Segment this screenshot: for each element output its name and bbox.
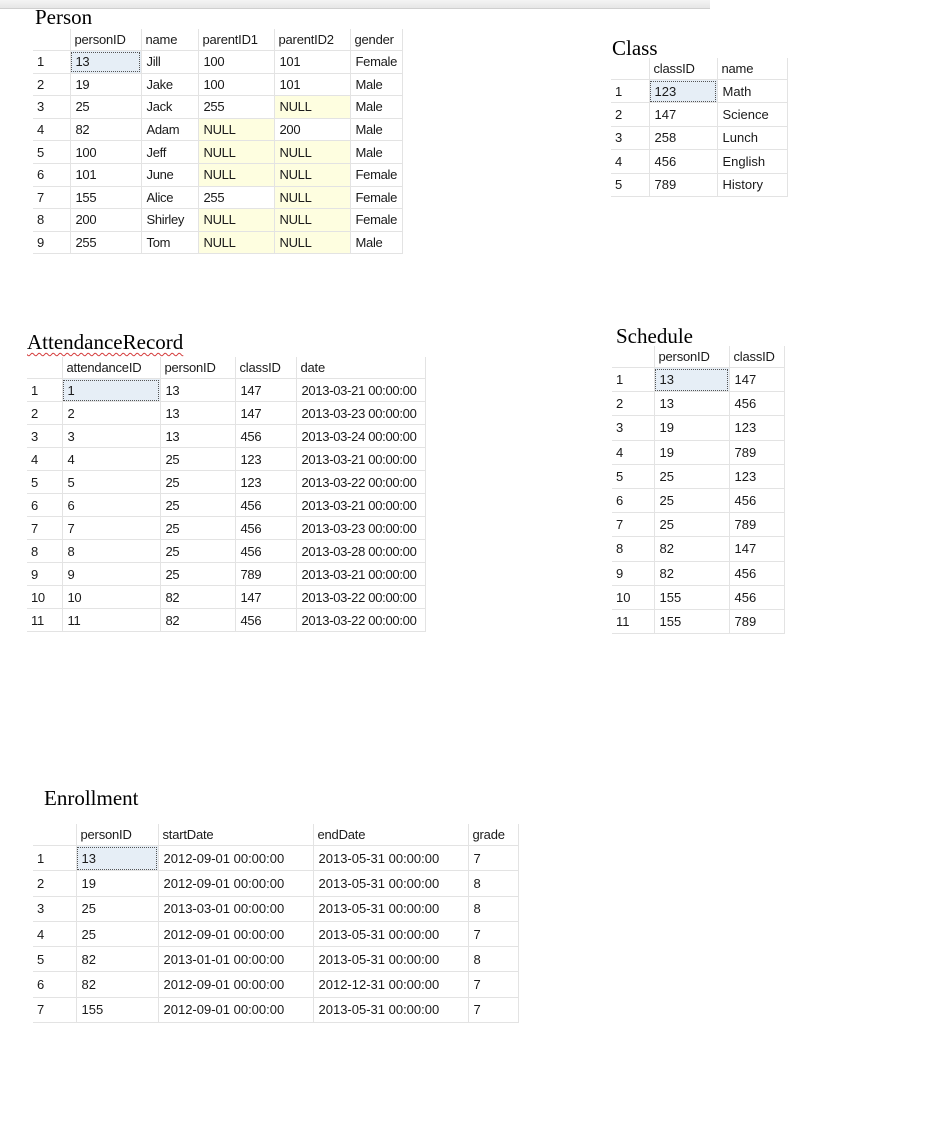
column-header-parentid1[interactable]: parentID1 <box>198 29 274 51</box>
table-cell[interactable]: Jeff <box>141 141 198 164</box>
table-cell[interactable]: 25 <box>654 464 729 488</box>
table-cell[interactable]: Lunch <box>717 126 787 149</box>
table-cell[interactable]: 25 <box>160 517 235 540</box>
table-cell[interactable]: 2013-03-23 00:00:00 <box>296 402 425 425</box>
table-cell[interactable]: 82 <box>70 118 141 141</box>
row-number[interactable]: 11 <box>27 609 62 632</box>
row-number[interactable]: 6 <box>33 163 70 186</box>
table-cell[interactable]: Alice <box>141 186 198 209</box>
table-cell[interactable]: 123 <box>649 80 717 103</box>
table-cell[interactable]: 82 <box>76 972 158 997</box>
row-number[interactable]: 5 <box>612 464 654 488</box>
table-cell[interactable]: 456 <box>729 585 784 609</box>
table-cell[interactable]: 10 <box>62 586 160 609</box>
row-number[interactable]: 4 <box>612 440 654 464</box>
table-cell[interactable]: 25 <box>160 563 235 586</box>
table-cell[interactable]: 2013-05-31 00:00:00 <box>313 997 468 1022</box>
row-number[interactable]: 10 <box>27 586 62 609</box>
row-number[interactable]: 7 <box>27 517 62 540</box>
table-row[interactable] <box>27 494 425 517</box>
table-cell[interactable]: NULL <box>274 209 350 232</box>
table-cell[interactable]: 456 <box>729 561 784 585</box>
row-number[interactable]: 3 <box>27 425 62 448</box>
row-number[interactable]: 7 <box>612 513 654 537</box>
row-number[interactable]: 2 <box>33 871 76 896</box>
table-cell[interactable]: 8 <box>468 871 518 896</box>
class-results-grid[interactable] <box>611 58 788 197</box>
row-number[interactable]: 5 <box>27 471 62 494</box>
table-cell[interactable]: 5 <box>62 471 160 494</box>
table-cell[interactable]: 3 <box>62 425 160 448</box>
table-row[interactable] <box>33 997 518 1022</box>
table-cell[interactable]: 2013-03-21 00:00:00 <box>296 379 425 402</box>
table-cell[interactable]: 9 <box>62 563 160 586</box>
column-header-parentid2[interactable]: parentID2 <box>274 29 350 51</box>
table-row[interactable] <box>612 537 784 561</box>
table-cell[interactable]: Male <box>350 73 403 96</box>
table-cell[interactable]: English <box>717 150 787 173</box>
column-header-name[interactable]: name <box>141 29 198 51</box>
table-cell[interactable]: Shirley <box>141 209 198 232</box>
row-number[interactable]: 1 <box>611 80 649 103</box>
table-cell[interactable]: NULL <box>198 209 274 232</box>
table-cell[interactable]: 123 <box>729 464 784 488</box>
row-number[interactable]: 5 <box>33 947 76 972</box>
table-row[interactable] <box>33 896 518 921</box>
table-cell[interactable]: 7 <box>468 997 518 1022</box>
person-title: Person <box>35 5 93 29</box>
table-cell[interactable]: 123 <box>235 471 296 494</box>
table-row[interactable] <box>33 231 403 254</box>
header-row <box>612 346 784 368</box>
table-cell[interactable]: 7 <box>468 846 518 871</box>
table-cell[interactable]: 2012-09-01 00:00:00 <box>158 921 313 946</box>
table-cell[interactable]: 2012-09-01 00:00:00 <box>158 997 313 1022</box>
table-row[interactable] <box>27 517 425 540</box>
row-number[interactable]: 6 <box>33 972 76 997</box>
table-row[interactable] <box>27 563 425 586</box>
table-cell[interactable]: 456 <box>729 488 784 512</box>
table-cell[interactable]: 147 <box>729 537 784 561</box>
table-cell[interactable]: 2013-05-31 00:00:00 <box>313 947 468 972</box>
table-cell[interactable]: NULL <box>274 163 350 186</box>
table-cell[interactable]: 1 <box>62 379 160 402</box>
row-number[interactable]: 8 <box>27 540 62 563</box>
table-cell[interactable]: 123 <box>235 448 296 471</box>
table-row[interactable] <box>27 609 425 632</box>
table-cell[interactable]: Adam <box>141 118 198 141</box>
table-row[interactable] <box>611 150 787 173</box>
row-number[interactable]: 2 <box>27 402 62 425</box>
table-cell[interactable]: 456 <box>649 150 717 173</box>
table-row[interactable] <box>33 871 518 896</box>
row-number[interactable]: 1 <box>33 846 76 871</box>
table-cell[interactable]: NULL <box>274 186 350 209</box>
table-cell[interactable]: 82 <box>654 561 729 585</box>
table-row[interactable] <box>612 464 784 488</box>
table-cell[interactable]: Male <box>350 96 403 119</box>
table-row[interactable] <box>612 561 784 585</box>
table-cell[interactable]: 789 <box>235 563 296 586</box>
table-cell[interactable]: 19 <box>76 871 158 896</box>
table-row[interactable] <box>612 440 784 464</box>
table-cell[interactable]: Jack <box>141 96 198 119</box>
schedule-results-grid[interactable] <box>612 346 785 634</box>
table-cell[interactable]: 147 <box>649 103 717 126</box>
row-number-header[interactable] <box>33 824 76 846</box>
table-cell[interactable]: 456 <box>235 425 296 448</box>
table-cell[interactable]: 2 <box>62 402 160 425</box>
table-cell[interactable]: 255 <box>198 96 274 119</box>
table-cell[interactable]: 2013-03-22 00:00:00 <box>296 586 425 609</box>
table-cell[interactable]: 155 <box>654 585 729 609</box>
row-number[interactable]: 2 <box>611 103 649 126</box>
table-cell[interactable]: 8 <box>468 947 518 972</box>
table-cell[interactable]: Female <box>350 209 403 232</box>
table-cell[interactable]: History <box>717 173 787 196</box>
table-row[interactable] <box>611 173 787 196</box>
row-number[interactable]: 10 <box>612 585 654 609</box>
column-header-classid[interactable]: classID <box>649 58 717 80</box>
table-cell[interactable]: 19 <box>654 440 729 464</box>
table-cell[interactable]: 8 <box>468 896 518 921</box>
table-cell[interactable]: 456 <box>235 517 296 540</box>
row-number[interactable]: 9 <box>33 231 70 254</box>
table-cell[interactable]: 255 <box>70 231 141 254</box>
table-cell[interactable]: Female <box>350 186 403 209</box>
table-cell[interactable]: 82 <box>654 537 729 561</box>
table-cell[interactable]: Male <box>350 141 403 164</box>
class-title: Class <box>612 36 658 60</box>
column-header-startdate[interactable]: startDate <box>158 824 313 846</box>
table-cell[interactable]: 13 <box>160 402 235 425</box>
row-number[interactable]: 7 <box>33 186 70 209</box>
table-cell[interactable]: 2013-03-21 00:00:00 <box>296 494 425 517</box>
table-row[interactable] <box>27 586 425 609</box>
table-cell[interactable]: 25 <box>160 471 235 494</box>
table-cell[interactable]: 100 <box>198 51 274 74</box>
table-cell[interactable]: Female <box>350 51 403 74</box>
table-cell[interactable]: 13 <box>160 379 235 402</box>
table-cell[interactable]: Jill <box>141 51 198 74</box>
table-cell[interactable]: 100 <box>198 73 274 96</box>
header-row <box>33 29 403 51</box>
table-row[interactable] <box>27 471 425 494</box>
column-header-grade[interactable]: grade <box>468 824 518 846</box>
table-cell[interactable]: 2013-03-23 00:00:00 <box>296 517 425 540</box>
column-header-personid[interactable]: personID <box>70 29 141 51</box>
table-cell[interactable]: 82 <box>160 586 235 609</box>
table-cell[interactable]: 13 <box>654 368 729 392</box>
row-number[interactable]: 3 <box>33 896 76 921</box>
table-row[interactable] <box>33 186 403 209</box>
row-number[interactable]: 5 <box>611 173 649 196</box>
table-cell[interactable]: 456 <box>235 609 296 632</box>
table-row[interactable] <box>33 972 518 997</box>
table-cell[interactable]: NULL <box>198 118 274 141</box>
table-cell[interactable]: Math <box>717 80 787 103</box>
table-cell[interactable]: 13 <box>654 392 729 416</box>
table-row[interactable] <box>27 540 425 563</box>
table-row[interactable] <box>611 103 787 126</box>
row-number[interactable]: 1 <box>33 51 70 74</box>
table-cell[interactable]: 19 <box>654 416 729 440</box>
row-number[interactable]: 9 <box>27 563 62 586</box>
row-number[interactable]: 4 <box>33 118 70 141</box>
table-cell[interactable]: Male <box>350 118 403 141</box>
schedule-title: Schedule <box>616 324 693 348</box>
table-cell[interactable]: 155 <box>654 609 729 633</box>
row-number[interactable]: 4 <box>33 921 76 946</box>
table-cell[interactable]: 789 <box>649 173 717 196</box>
table-cell[interactable]: 2013-03-01 00:00:00 <box>158 896 313 921</box>
table-cell[interactable]: June <box>141 163 198 186</box>
table-row[interactable] <box>33 118 403 141</box>
column-header-gender[interactable]: gender <box>350 29 403 51</box>
table-cell[interactable]: 789 <box>729 609 784 633</box>
table-cell[interactable]: NULL <box>198 163 274 186</box>
row-number[interactable]: 3 <box>612 416 654 440</box>
table-cell[interactable]: 25 <box>76 896 158 921</box>
table-row[interactable] <box>612 416 784 440</box>
row-number[interactable]: 6 <box>27 494 62 517</box>
table-cell[interactable]: 82 <box>76 947 158 972</box>
table-row[interactable] <box>612 488 784 512</box>
enrollment-title: Enrollment <box>44 786 139 810</box>
table-cell[interactable]: 2013-05-31 00:00:00 <box>313 871 468 896</box>
table-cell[interactable]: 155 <box>70 186 141 209</box>
table-row[interactable] <box>612 585 784 609</box>
column-header-personid[interactable]: personID <box>160 357 235 379</box>
table-cell[interactable]: 123 <box>729 416 784 440</box>
enrollment-results-grid[interactable] <box>33 824 519 1023</box>
table-row[interactable] <box>33 947 518 972</box>
table-cell[interactable]: 13 <box>160 425 235 448</box>
row-number[interactable]: 3 <box>33 96 70 119</box>
row-number[interactable]: 8 <box>33 209 70 232</box>
table-cell[interactable]: 200 <box>70 209 141 232</box>
row-number-header[interactable] <box>612 346 654 368</box>
table-cell[interactable]: 25 <box>654 488 729 512</box>
table-cell[interactable]: 25 <box>654 513 729 537</box>
table-row[interactable] <box>27 379 425 402</box>
table-cell[interactable]: 789 <box>729 513 784 537</box>
table-row[interactable] <box>612 392 784 416</box>
table-cell[interactable]: 2013-01-01 00:00:00 <box>158 947 313 972</box>
table-cell[interactable]: 25 <box>70 96 141 119</box>
table-cell[interactable]: 25 <box>76 921 158 946</box>
table-row[interactable] <box>33 163 403 186</box>
table-row[interactable] <box>33 51 403 74</box>
table-cell[interactable]: Science <box>717 103 787 126</box>
table-cell[interactable]: 2012-09-01 00:00:00 <box>158 846 313 871</box>
table-cell[interactable]: 2013-03-22 00:00:00 <box>296 471 425 494</box>
table-row[interactable] <box>33 846 518 871</box>
row-number[interactable]: 1 <box>27 379 62 402</box>
table-cell[interactable]: Jake <box>141 73 198 96</box>
table-row[interactable] <box>27 448 425 471</box>
table-cell[interactable]: Tom <box>141 231 198 254</box>
table-cell[interactable]: 147 <box>235 402 296 425</box>
table-cell[interactable]: 456 <box>235 494 296 517</box>
row-number[interactable]: 8 <box>612 537 654 561</box>
row-number-header[interactable] <box>27 357 62 379</box>
row-number[interactable]: 2 <box>612 392 654 416</box>
table-cell[interactable]: 155 <box>76 997 158 1022</box>
table-row[interactable] <box>27 402 425 425</box>
table-cell[interactable]: 13 <box>76 846 158 871</box>
table-cell[interactable]: NULL <box>198 141 274 164</box>
row-number-header[interactable] <box>611 58 649 80</box>
row-number[interactable]: 2 <box>33 73 70 96</box>
table-cell[interactable]: 147 <box>235 379 296 402</box>
window-top-edge <box>0 0 710 9</box>
column-header-attendanceid[interactable]: attendanceID <box>62 357 160 379</box>
column-header-date[interactable]: date <box>296 357 425 379</box>
table-cell[interactable]: 2013-05-31 00:00:00 <box>313 896 468 921</box>
table-cell[interactable]: 2012-12-31 00:00:00 <box>313 972 468 997</box>
table-cell[interactable]: 2013-03-28 00:00:00 <box>296 540 425 563</box>
row-number[interactable]: 1 <box>612 368 654 392</box>
table-row[interactable] <box>33 209 403 232</box>
column-header-personid[interactable]: personID <box>76 824 158 846</box>
table-row[interactable] <box>27 425 425 448</box>
column-header-personid[interactable]: personID <box>654 346 729 368</box>
row-number[interactable]: 7 <box>33 997 76 1022</box>
table-cell[interactable]: Male <box>350 231 403 254</box>
table-cell[interactable]: 2013-03-24 00:00:00 <box>296 425 425 448</box>
table-cell[interactable]: 100 <box>70 141 141 164</box>
table-cell[interactable]: 25 <box>160 448 235 471</box>
table-cell[interactable]: 101 <box>274 51 350 74</box>
column-header-name[interactable]: name <box>717 58 787 80</box>
table-row[interactable] <box>612 368 784 392</box>
table-cell[interactable]: 7 <box>62 517 160 540</box>
table-cell[interactable]: 2013-05-31 00:00:00 <box>313 921 468 946</box>
table-cell[interactable]: 2013-03-22 00:00:00 <box>296 609 425 632</box>
table-cell[interactable]: 25 <box>160 494 235 517</box>
table-row[interactable] <box>612 609 784 633</box>
table-cell[interactable]: 4 <box>62 448 160 471</box>
attendance-results-grid[interactable] <box>27 357 426 632</box>
table-cell[interactable]: NULL <box>198 231 274 254</box>
person-results-grid[interactable] <box>33 29 403 254</box>
table-row[interactable] <box>611 80 787 103</box>
table-cell[interactable]: 255 <box>198 186 274 209</box>
table-cell[interactable]: 6 <box>62 494 160 517</box>
row-number[interactable]: 5 <box>33 141 70 164</box>
row-number[interactable]: 4 <box>611 150 649 173</box>
table-row[interactable] <box>33 73 403 96</box>
row-number[interactable]: 11 <box>612 609 654 633</box>
row-number-header[interactable] <box>33 29 70 51</box>
attendance-title: AttendanceRecord <box>27 330 184 354</box>
table-cell[interactable]: 101 <box>274 73 350 96</box>
table-row[interactable] <box>612 513 784 537</box>
table-cell[interactable]: 2013-03-21 00:00:00 <box>296 563 425 586</box>
table-cell[interactable]: 2013-03-21 00:00:00 <box>296 448 425 471</box>
table-cell[interactable]: NULL <box>274 141 350 164</box>
column-header-classid[interactable]: classID <box>729 346 784 368</box>
table-cell[interactable]: 82 <box>160 609 235 632</box>
table-cell[interactable]: NULL <box>274 231 350 254</box>
table-cell[interactable]: 11 <box>62 609 160 632</box>
table-cell[interactable]: 7 <box>468 972 518 997</box>
column-header-enddate[interactable]: endDate <box>313 824 468 846</box>
table-cell[interactable]: 200 <box>274 118 350 141</box>
table-cell[interactable]: 258 <box>649 126 717 149</box>
header-row <box>33 824 518 846</box>
table-row[interactable] <box>33 96 403 119</box>
table-cell[interactable]: 25 <box>160 540 235 563</box>
header-row <box>27 357 425 379</box>
table-cell[interactable]: 8 <box>62 540 160 563</box>
table-cell[interactable]: 147 <box>235 586 296 609</box>
table-row[interactable] <box>33 921 518 946</box>
row-number[interactable]: 3 <box>611 126 649 149</box>
table-cell[interactable]: 456 <box>235 540 296 563</box>
table-cell[interactable]: NULL <box>274 96 350 119</box>
table-cell[interactable]: 2012-09-01 00:00:00 <box>158 871 313 896</box>
table-cell[interactable]: 19 <box>70 73 141 96</box>
row-number[interactable]: 9 <box>612 561 654 585</box>
table-cell[interactable]: 2012-09-01 00:00:00 <box>158 972 313 997</box>
table-cell[interactable]: 456 <box>729 392 784 416</box>
table-cell[interactable]: 101 <box>70 163 141 186</box>
table-row[interactable] <box>33 141 403 164</box>
table-cell[interactable]: Female <box>350 163 403 186</box>
column-header-classid[interactable]: classID <box>235 357 296 379</box>
table-row[interactable] <box>611 126 787 149</box>
table-cell[interactable]: 13 <box>70 51 141 74</box>
header-row <box>611 58 787 80</box>
table-cell[interactable]: 789 <box>729 440 784 464</box>
row-number[interactable]: 6 <box>612 488 654 512</box>
table-cell[interactable]: 2013-05-31 00:00:00 <box>313 846 468 871</box>
row-number[interactable]: 4 <box>27 448 62 471</box>
table-cell[interactable]: 7 <box>468 921 518 946</box>
table-cell[interactable]: 147 <box>729 368 784 392</box>
